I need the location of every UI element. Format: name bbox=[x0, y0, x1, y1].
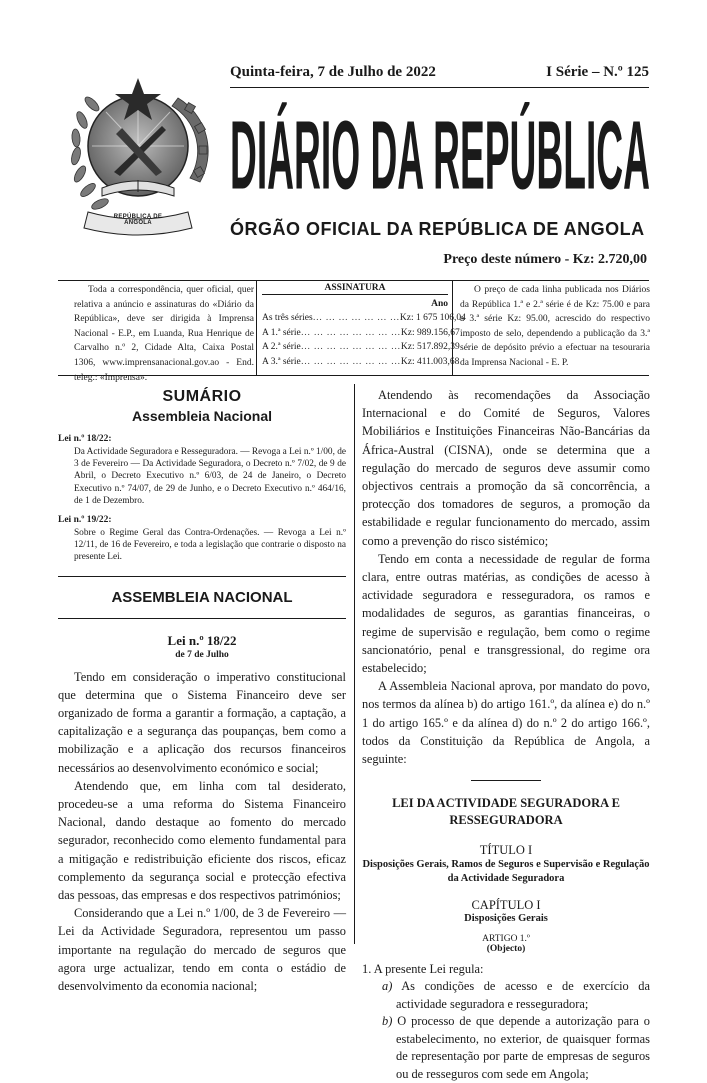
law-title: Lei n.º 18/22 bbox=[167, 632, 237, 648]
subscription-label: A 3.ª série bbox=[262, 356, 301, 367]
issue-date: Quinta-feira, 7 de Julho de 2022 bbox=[230, 64, 436, 80]
preamble-paragraph: Atendendo às recomendações da Associação Internacional e do Comité de Seguros, Valores Mobiliários e Instituições Financeiras Não-Bancárias da África-Austral (CISNA), onde se determina que a regulação do mercado de seguros deve assumir como objectivos centrais a promoção da sã concorrência, a protecção dos tomadores de seguros, a promoção da estabilidade e regular funcionamento do mercado, assim como a prevenção do risco sistémico; bbox=[362, 388, 650, 548]
section-title: ASSEMBLEIA NACIONAL bbox=[111, 588, 293, 606]
subscription-dots: … … … … … … … … bbox=[300, 356, 401, 367]
subscription-label: A 2.ª série bbox=[262, 342, 301, 353]
subscription-title: ASSINATURA bbox=[262, 283, 448, 295]
header-rule bbox=[230, 87, 649, 88]
summary-law-number: Lei n.º 19/22: bbox=[58, 515, 112, 526]
column-divider bbox=[354, 384, 355, 944]
angola-emblem-icon bbox=[58, 64, 218, 240]
chapter-description: Disposições Gerais bbox=[464, 913, 548, 925]
subscription-value: Kz: 411.003,68 bbox=[400, 356, 460, 367]
chapter-heading: CAPÍTULO I bbox=[471, 898, 541, 913]
subclause-text: As condições de acesso e de exercício da actividade seguradora e resseguradora; bbox=[396, 979, 650, 1011]
article-clause: 1. A presente Lei regula: bbox=[362, 962, 484, 977]
subscription-dots: … … … … … … … bbox=[312, 313, 400, 323]
masthead-title bbox=[228, 97, 652, 210]
subscription-value: Kz: 989.156,67 bbox=[400, 327, 460, 338]
subscription-dots: … … … … … … … … bbox=[300, 342, 401, 353]
summary-law-number: Lei n.º 18/22: bbox=[58, 434, 112, 444]
subscription-value: Kz: 517.892,39 bbox=[400, 342, 460, 353]
subscription-row bbox=[262, 355, 460, 370]
masthead-subtitle: ÓRGÃO OFICIAL DA REPÚBLICA DE ANGOLA bbox=[230, 219, 645, 239]
subscription-row bbox=[262, 326, 460, 341]
left-column bbox=[58, 388, 346, 995]
info-top-rule bbox=[58, 280, 649, 281]
summary-law-description: Sobre o Regime Geral das Contra-Ordenações. — Revoga a Lei n.º 12/11, de 16 de Fevereiro, e toda a legislação que contrarie o disposto na presente Lei. bbox=[74, 528, 346, 563]
title-description: Disposições Gerais, Ramos de Seguros e Supervisão e Regulação da Actividade Seguradora bbox=[362, 859, 650, 885]
subscription-value: Kz: 1 675 106,04 bbox=[399, 313, 466, 323]
summary-title: SUMÁRIO bbox=[162, 388, 242, 405]
subclause-mark: b) bbox=[382, 1014, 393, 1029]
subscription-label: As três séries bbox=[262, 313, 313, 323]
subscription-table bbox=[262, 283, 466, 369]
correspondence-text: Toda a correspondência, quer oficial, quer relativa a anúncio e assinaturas do «Diário da República», deve ser dirigida à Imprensa Nacional - E.P., em Luanda, Rua Henrique de Carvalho n.º 2, Cidade Alta, Caixa Postal 1306, www.imprensanacional.gov.ao - End. teleg.: «Imprensa». bbox=[74, 285, 254, 383]
law-name-rule bbox=[471, 780, 541, 781]
right-column bbox=[362, 386, 650, 1083]
preamble-paragraph: Atendendo que, em linha com tal desiderato, procedeu-se a uma reforma do Sistema Financeiro Nacional, dando destaque ao fomento do mercado segurador, reconhecido como elemento fundamental para a mitigação e redistribuição eficiente dos riscos, eficaz complemento da segurança social e protecção efectiva das pessoas, das empresas e dos respectivos patrimónios; bbox=[58, 778, 346, 903]
issue-price: Preço deste número - Kz: 2.720,00 bbox=[443, 252, 647, 267]
article-subclause bbox=[362, 1013, 650, 1083]
subscription-label: A 1.ª série bbox=[262, 327, 301, 338]
correspondence-info bbox=[74, 283, 254, 385]
section-rule bbox=[58, 618, 346, 619]
summary-rule bbox=[58, 576, 346, 577]
title-heading: TÍTULO I bbox=[479, 843, 533, 858]
subclause-mark: a) bbox=[382, 979, 393, 994]
masthead-text: DIÁRIO DA REPÚBLICA bbox=[229, 99, 650, 210]
preamble-paragraph: A Assembleia Nacional aprova, por mandato do povo, nos termos da alínea b) do artigo 161.º, da alínea e) do n.º 1 do artigo 165.º e da alínea d) do n.º 2 do artigo 166.º, todos da Constituição da República de Angola, a seguinte: bbox=[362, 679, 650, 767]
preamble-paragraph: Considerando que a Lei n.º 1/00, de 3 de Fevereiro — Lei da Actividade Seguradora, representou um passo importante na regulação do mercado de seguros que agora urge actualizar, tendo em conta o estádio de desenvolvimento da economia nacional; bbox=[58, 906, 346, 994]
subscription-row bbox=[262, 340, 460, 355]
summary-subtitle: Assembleia Nacional bbox=[131, 408, 273, 424]
article-description: (Objecto) bbox=[486, 944, 526, 955]
article-heading: ARTIGO 1.º bbox=[482, 934, 530, 945]
subscription-year-header: Ano bbox=[431, 299, 448, 309]
issue-series: I Série – N.º 125 bbox=[546, 64, 649, 80]
pricing-text: O preço de cada linha publicada nos Diários da República 1.ª e 2.ª série é de Kz: 75.00 e para a 3.ª série Kz: 95.00, acrescido do respectivo imposto de selo, dependendo a publicação da 3.ª série de depósito prévio a efectuar na tesouraria da Imprensa Nacional - E. P. bbox=[460, 285, 650, 368]
preamble-paragraph: Tendo em conta a necessidade de regular de forma clara, entre outras matérias, as condições de acesso à actividade seguradora e resseguradora, os ramos e modalidades de seguros, as garantias financeiras, o regime de supervisão e regulação, bem como o regime sancionatório, penal e transgressional, do regime ora estabelecido; bbox=[362, 551, 650, 676]
emblem-banner-text: REPÚBLICA DE ANGOLA bbox=[113, 214, 163, 226]
pricing-info bbox=[460, 283, 650, 371]
preamble-paragraph: Tendo em consideração o imperativo constitucional que determina que o Sistema Financeiro deve ser organizado de forma a garantir a formação, a captação, a capitalização e a segurança das poupanças, bem como a mobilização e a aplicação dos recursos financeiros necessários ao desenvolvimento económico e social; bbox=[58, 669, 346, 775]
subscription-row bbox=[262, 311, 466, 326]
law-preamble-left bbox=[58, 668, 346, 996]
subclause-text: O processo de que depende a autorização para o estabelecimento, no exterior, de quaisquer formas de representação por parte de empresas de seguros ou de resseguros com sede em Angola; bbox=[396, 1014, 650, 1081]
law-date: de 7 de Julho bbox=[175, 649, 229, 660]
summary-law-description: Da Actividade Seguradora e Resseguradora. — Revoga a Lei n.º 1/00, de 3 de Fevereiro — Da Actividade Seguradora, o Decreto n.º 7/02, de 9 de Abril, o Decreto Executivo n.º 6/03, de 24 de Janeiro, o Decreto Executivo n.º 74/07, de 29 de Junho, e o Decreto Executivo n.º 464/16, de 1 de Dezembro. bbox=[74, 447, 346, 506]
law-name: LEI DA ACTIVIDADE SEGURADORA E RESSEGURADORA bbox=[392, 796, 620, 828]
subscription-dots: … … … … … … … … bbox=[300, 327, 401, 338]
info-divider bbox=[256, 280, 257, 375]
article-subclause bbox=[362, 978, 650, 1013]
